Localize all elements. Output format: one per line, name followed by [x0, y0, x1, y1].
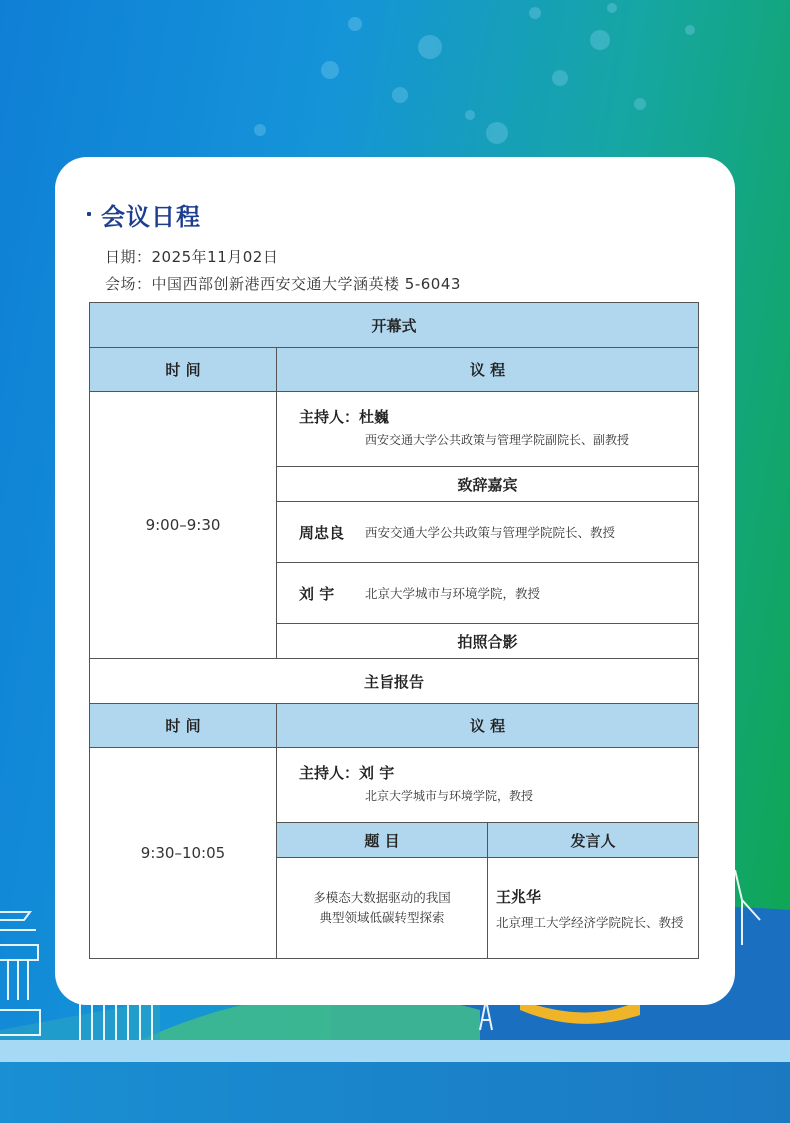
guest-name: 刘 宇 [299, 584, 335, 603]
speaker-name: 王兆华 [496, 887, 542, 906]
keynote-host-desc: 北京大学城市与环境学院，教授 [365, 789, 534, 803]
talk-topic-line: 多模态大数据驱动的我国 [313, 890, 451, 905]
opening-time: 9:00–9:30 [90, 392, 277, 659]
opening-title: 开幕式 [90, 303, 699, 348]
guest-cell [277, 502, 699, 563]
talk-topic [277, 858, 488, 959]
guest-cell [277, 563, 699, 624]
keynote-title-row [90, 659, 699, 704]
talk-topic-line: 典型领域低碳转型探索 [319, 910, 445, 925]
opening-host-cell [277, 392, 699, 467]
schedule-card [55, 157, 735, 1005]
opening-agenda-header: 议 程 [277, 348, 699, 392]
talk-speaker [488, 858, 699, 959]
keynote-host-cell [277, 748, 699, 823]
speaker-desc: 北京理工大学经济学院院长、教授 [496, 914, 684, 930]
opening-host-row [90, 392, 699, 467]
section-title-text: 会议日程 [101, 203, 201, 231]
opening-title-row [90, 303, 699, 348]
schedule-table [89, 302, 699, 959]
meeting-date: 日期：2025年11月02日 [105, 248, 279, 266]
footer-band-dark [0, 1062, 790, 1123]
opening-time-header: 时 间 [90, 348, 277, 392]
keynote-header-row [90, 704, 699, 748]
photo-label: 拍照合影 [277, 624, 699, 659]
keynote-agenda-header: 议 程 [277, 704, 699, 748]
keynote-title: 主旨报告 [90, 659, 699, 704]
guest-desc: 西安交通大学公共政策与管理学院院长、教授 [365, 525, 616, 540]
footer-band-light [0, 1040, 790, 1062]
keynote-time: 9:30–10:05 [90, 748, 277, 959]
opening-host-desc: 西安交通大学公共政策与管理学院副院长、副教授 [365, 433, 630, 447]
opening-header-row [90, 348, 699, 392]
keynote-time-header: 时 间 [90, 704, 277, 748]
topic-header: 题 目 [277, 823, 488, 858]
speaker-header: 发言人 [488, 823, 699, 858]
section-title [87, 197, 201, 232]
title-bullet [87, 212, 91, 216]
guest-name: 周忠良 [299, 523, 345, 542]
keynote-host: 主持人：刘 宇 [299, 764, 395, 782]
keynote-host-row [90, 748, 699, 823]
meeting-venue: 会场：中国西部创新港西安交通大学涵英楼 5-6043 [105, 275, 461, 293]
speeches-label: 致辞嘉宾 [277, 467, 699, 502]
guest-desc: 北京大学城市与环境学院，教授 [365, 586, 541, 601]
opening-host: 主持人：杜巍 [299, 408, 390, 426]
